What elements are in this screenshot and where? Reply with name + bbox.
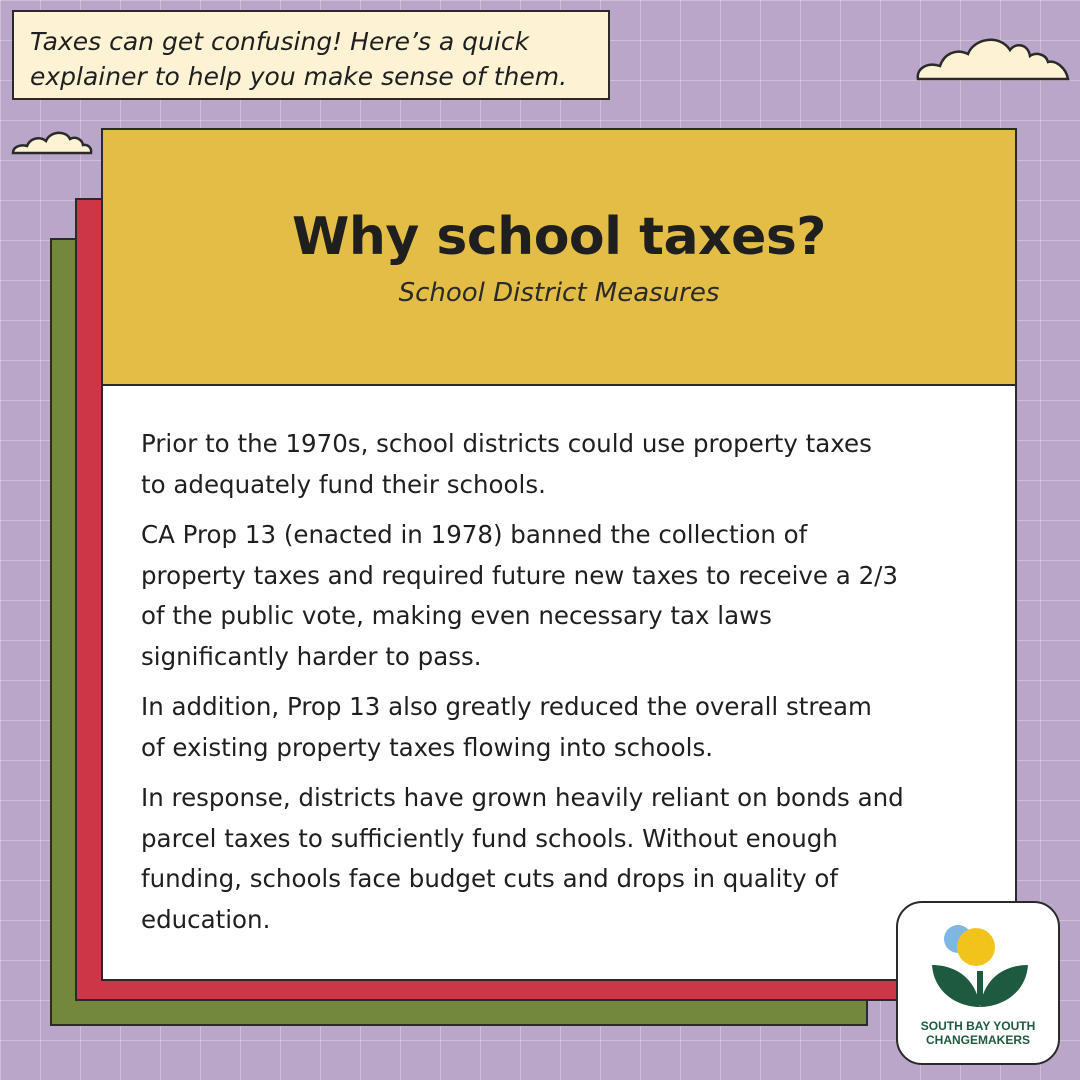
paragraph-line: of the public vote, making even necessary tax laws: [141, 601, 772, 630]
paragraph-response: [141, 778, 991, 940]
page-subtitle: School District Measures: [398, 278, 720, 308]
paragraph-prop-13: [141, 515, 991, 677]
paragraph-line: parcel taxes to sufficiently fund schools. Without enough: [141, 823, 838, 853]
org-logo: [896, 901, 1060, 1065]
paragraph-line: funding, schools face budget cuts and drops in quality of: [141, 864, 838, 893]
paragraph-line: In response, districts have grown heavily reliant on bonds and: [141, 783, 904, 812]
paragraph-line: to adequately fund their schools.: [141, 469, 546, 499]
paragraph-line: property taxes and required future new taxes to receive a 2/3: [141, 560, 899, 590]
logo-line: SOUTH BAY YOUTH: [920, 1019, 1036, 1033]
paragraph-line: significantly harder to pass.: [141, 641, 482, 671]
intro-note: [12, 10, 610, 100]
intro-note-line: Taxes can get confusing! Here’s a quick: [30, 27, 530, 56]
cloud-icon: [10, 127, 94, 157]
logo-wordmark: [898, 1019, 1058, 1047]
explainer-card: [101, 128, 1017, 981]
paragraph-pre-1970s: [141, 424, 991, 505]
sprout-flower-icon: [928, 919, 1032, 1015]
paragraph-line: of existing property taxes flowing into schools.: [141, 732, 714, 762]
paragraph-line: Prior to the 1970s, school districts could use property taxes: [141, 429, 872, 458]
paragraph-line: education.: [141, 904, 271, 934]
intro-note-line: explainer to help you make sense of them.: [30, 62, 568, 91]
paragraph-line: CA Prop 13 (enacted in 1978) banned the collection of: [141, 520, 808, 549]
logo-line: CHANGEMAKERS: [925, 1033, 1030, 1047]
paragraph-line: In addition, Prop 13 also greatly reduced the overall stream: [141, 692, 872, 721]
card-body: [141, 424, 991, 950]
card-header: [103, 130, 1015, 386]
paragraph-reduced-stream: [141, 687, 991, 768]
page-title: Why school taxes?: [292, 207, 826, 267]
cloud-icon: [912, 30, 1074, 84]
